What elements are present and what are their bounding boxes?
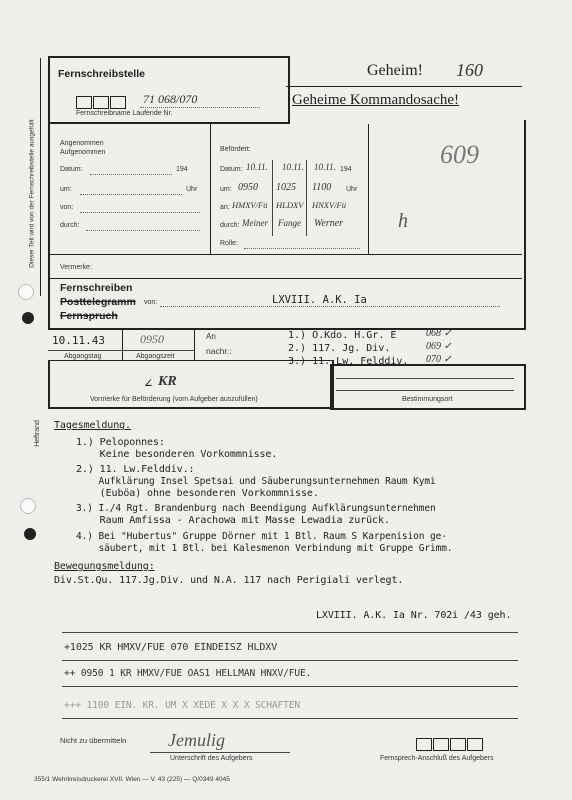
secret-number: 160 [456,60,483,80]
recipient-3-name: 11. Lw. Felddiv. [312,356,409,367]
forwarded-col-sep-2 [306,160,307,236]
vermerke-label: Vermerke: [60,264,92,271]
destination-rule-2 [336,390,514,391]
kr-mark: KR [158,374,177,389]
phone-caption: Fernsprech-Anschluß des Aufgebers [380,755,494,762]
sender-from-value: LXVIII. A.K. Ia [272,294,367,306]
fwd-col3-to: HNXV/Fü [312,200,346,210]
punch-hole-lower [20,498,36,514]
vermerke-top-rule [48,254,522,255]
left-margin-rule [40,58,41,296]
message-line-8: Raum Amfissa - Arachowa mit Masse Lewadia zurück. [76,515,390,526]
routing-top-rule [62,632,518,633]
dispatch-date-underline [48,350,194,351]
recipient-2-no: 2.) [288,343,307,354]
forwarded-title: Befördert: [220,146,251,153]
secret-heading: Geheim! [367,62,423,79]
forwarded-col-sep-1 [272,160,273,236]
accepted-by-rule [86,230,200,231]
punch-hole-lower-dark [24,528,36,540]
side-number-stamp: 609 [440,140,479,169]
dispatch-time-label: Abgangszeit [136,353,175,360]
accepted-date-label: Datum: [60,166,83,173]
accepted-date-rule [90,174,172,175]
destination-rule-1 [336,378,514,379]
message-line-12: Div.St.Qu. 117.Jg.Div. und N.A. 117 nach Perigiali verlegt. [54,575,404,586]
fwd-col3-by: Werner [314,218,344,229]
forwarded-by-label: durch: [220,222,240,229]
signature-caption: Unterschrift des Aufgebers [170,755,253,762]
recipient-1 [288,330,396,341]
message-line-2: 1.) Peloponnes: [76,437,165,448]
signature-rule [150,752,290,753]
sender-type-phone: Fernspruch [60,310,118,322]
fwd-col2-by: Fange [278,218,301,228]
sender-type-posttelegram: Posttelegramm [60,296,136,308]
vertical-station-note: Dieser Teil wird von der Fernschreibstelle ausgefüllt [28,119,36,268]
forwarded-role-rule [244,248,360,249]
routing-line-1: +1025 KR HMXV/FUE 070 EINDEISZ HLDXV [64,642,278,653]
routing-rule-4 [62,718,518,719]
dispatch-date-label: Abgangstag [64,353,102,360]
message-line-3: Keine besonderen Vorkommnisse. [76,449,278,460]
fwd-col2-time: 1025 [276,182,296,193]
running-number-handwritten: 71 068/070 [143,92,198,106]
sender-from-label: von: [144,299,158,306]
running-number-rule [140,107,260,108]
recipients-an-label: An [206,332,216,341]
fwd-col2-to: HLDXV [276,200,304,210]
sender-type-teletype: Fernschreiben [60,282,133,294]
destination-caption: Bestimmungsort [402,396,453,403]
side-mark: h [398,210,408,232]
fwd-col3-date: 10.11. [314,162,336,172]
accepted-subtitle: Aufgenommen [60,149,106,156]
routing-rule-2 [62,660,518,661]
header-top-rule [286,86,522,87]
print-note: 355/1 Wehrkreisdruckerei XVII. Wien — V. 43 (225) — Q/0349 4045 [34,776,230,783]
recipients-nachr-label: nachr.: [206,346,232,356]
message-line-9: 4.) Bei "Hubertus" Gruppe Dörner mit 1 Btl. Raum S Karpenision ge- [76,531,447,542]
station-title: Fernschreibstelle [58,68,145,80]
sender-signature: Jemulig [168,730,225,750]
forwarded-to-label: an: [220,204,230,211]
routing-line-2: ++ 0950 1 KR HMXV/FUE OAS1 HELLMAN HNXV/FUE. [64,668,312,679]
forwarded-year: 194 [340,166,352,173]
recipient-3-no: 3.) [288,356,307,367]
fwd-col2-date: 10.11. [282,162,304,172]
message-line-6: (Euböa) ohne besonderen Vorkommnisse. [76,488,319,499]
accepted-time-rule [80,194,182,195]
accepted-uhr: Uhr [186,186,198,193]
message-line-5: Aufklärung Insel Spetsai und Säuberungsunternehmen Raum Kymi [76,476,436,487]
routing-rule-3 [62,686,518,687]
phone-boxes [416,736,484,755]
punch-hole-upper-dark [22,312,34,324]
fwd-col1-by: Meiner [242,218,268,228]
forwarded-uhr: Uhr [346,186,358,193]
accepted-from-rule [80,212,200,213]
fwd-col1-date: 10.11. [246,162,268,172]
message-line-1: Tagesmeldung. [54,420,131,431]
forwarded-time-label: um: [220,186,232,193]
message-line-11: Bewegungsmeldung: [54,561,155,572]
recipient-1-no: 1.) [288,330,307,341]
recipient-2 [288,343,390,354]
message-line-10: säubert, mit 1 Btl. bei Kalesmenon Verbindung mit Gruppe Grimm. [76,543,453,554]
recipient-2-mark: 069 ✓ [426,341,452,352]
forwarded-role-label: Rolle: [220,240,238,247]
not-to-transmit-label: Nicht zu übermitteln [60,736,127,745]
recipient-1-name: O.Kdo. H.Gr. E [312,330,397,341]
sender-top-rule [48,278,522,279]
accepted-title: Angenommen [60,140,104,147]
forwarded-date-label: Datum: [220,166,243,173]
message-line-4: 2.) 11. Lw.Felddiv.: [76,464,195,475]
recipient-3-mark: 070 ✓ [426,354,452,365]
accepted-by-label: durch: [60,222,80,229]
station-subtitle: Fernschreibname Laufende Nr. [76,110,173,117]
dispatch-date: 10.11.43 [52,334,105,347]
message-line-7: 3.) I./4 Rgt. Brandenburg nach Beendigung Aufklärungsunternehmen [76,503,436,514]
accepted-from-label: von: [60,204,74,211]
secret-command-heading: Geheime Kommandosache! [292,92,460,108]
sender-from-rule [160,306,500,307]
recipient-2-name: 117. Jg. Div. [312,343,391,354]
accepted-year: 194 [176,166,188,173]
accepted-time-label: um: [60,186,72,193]
kr-arrow-icon: ∠ [144,376,153,392]
forwarding-notes-caption: Vormerke für Beförderung (vom Aufgeber auszufüllen) [90,396,258,403]
fwd-col1-to: HMXV/Fü [232,200,268,210]
recipient-1-mark: 068 ✓ [426,328,452,339]
fwd-col3-time: 1100 [312,182,332,193]
message-reference-line: LXVIII. A.K. Ia Nr. 702i /43 geh. [316,610,512,621]
routing-line-3: +++ 1100 EIN. KR. UM X XEDE X X X SCHAFTEN [64,700,301,711]
heftrand-label: Heftrand [33,420,41,447]
destination-box [330,364,526,410]
dispatch-time-handwritten: 0950 [140,332,164,346]
fwd-col1-time: 0950 [238,182,258,193]
